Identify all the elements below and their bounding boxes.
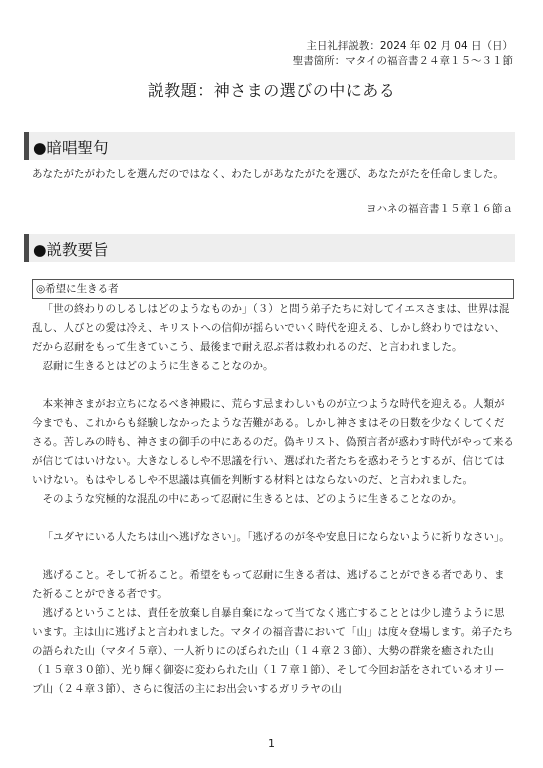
- scripture-reference: 聖書箇所：マタイの福音書２４章１５～３１節: [292, 55, 513, 67]
- summary-subheading: ◎希望に生きる者: [32, 279, 514, 299]
- sermon-title: 説教題：神さまの選びの中にある: [147, 81, 396, 100]
- body-paragraph: 本来神さまがお立ちになるべき神殿に、荒らす忌まわしいものが立つような時代を迎える。人類が今までも、これからも経験しなかったような苦難がある。しかし神さまはその日数を少なくしてくださる。苦しみの時も、神さまの御手の中にあるのだ。偽キリスト、偽預言者が惑わす時代がやって来るが信じてはいけない。大きなしるしや不思議を行い、選ばれた者たちを惑わそうとするが、信じてはいけない。もはやしるしや不思議は真価を判断する材料とはならないのだ、と言われました。: [32, 398, 514, 486]
- recitation-source: ヨハネの福音書１５章１６節ａ: [366, 203, 513, 215]
- body-paragraph: 忍耐に生きるとはどのように生きることなのか。: [42, 360, 274, 372]
- body-paragraph: 「世の終わりのしるしはどのようなものか」（３）と問う弟子たちに対してイエスさまは、世界は混乱し、人びとの愛は冷え、キリストへの信仰が揺らいでいく時代を迎える、しかし終わりではない、だから忍耐をもって生きていこう、最後まで耐え忍ぶ者は救われるのだ、と言われました。: [32, 303, 510, 353]
- recitation-verse: あなたがたがわたしを選んだのではなく、わたしがあなたがたを選び、あなたがたを任命しました。: [32, 168, 504, 180]
- body-paragraph: [32, 547, 514, 566]
- summary-section-header: [24, 234, 515, 262]
- body-paragraph: 逃げること。そして祈ること。希望をもって忍耐に生きる者は、逃げることができる者であり、また祈ることができる者です。: [32, 569, 505, 600]
- body-paragraph: [32, 376, 514, 395]
- body-paragraph: [32, 509, 514, 528]
- summary-heading: ●説教要旨: [33, 241, 109, 259]
- body-paragraph: 逃げるということは、責任を放棄し自暴自棄になって当てなく逃亡することとは少し違うように思います。主は山に逃げよと言われました。マタイの福音書において「山」は度々登場します。弟子たちの語られた山（マタイ５章）、一人祈りにのぼられた山（１４章２３節）、大勢の群衆を癒された山（１５章３０節）、光り輝く御姿に変わられた山（１７章１節）、そして今回お話をされているオリーブ山（２４章３節）、さらに復活の主にお出会いするガリラヤの山: [32, 607, 514, 695]
- recitation-section-header: [24, 132, 515, 160]
- sermon-date: 主日礼拝説教：2024 年 02 月 04 日（日）: [306, 40, 513, 52]
- body-paragraph: そのような究極的な混乱の中にあって忍耐に生きるとは、どのように生きることなのか。: [42, 493, 463, 505]
- recitation-heading: ●暗唱聖句: [33, 139, 109, 157]
- page-number: 1: [268, 737, 275, 750]
- sermon-body: [32, 300, 514, 699]
- body-paragraph: 「ユダヤにいる人たちは山へ逃げなさい」。「逃げるのが冬や安息日にならないように祈りなさい」。: [42, 531, 510, 543]
